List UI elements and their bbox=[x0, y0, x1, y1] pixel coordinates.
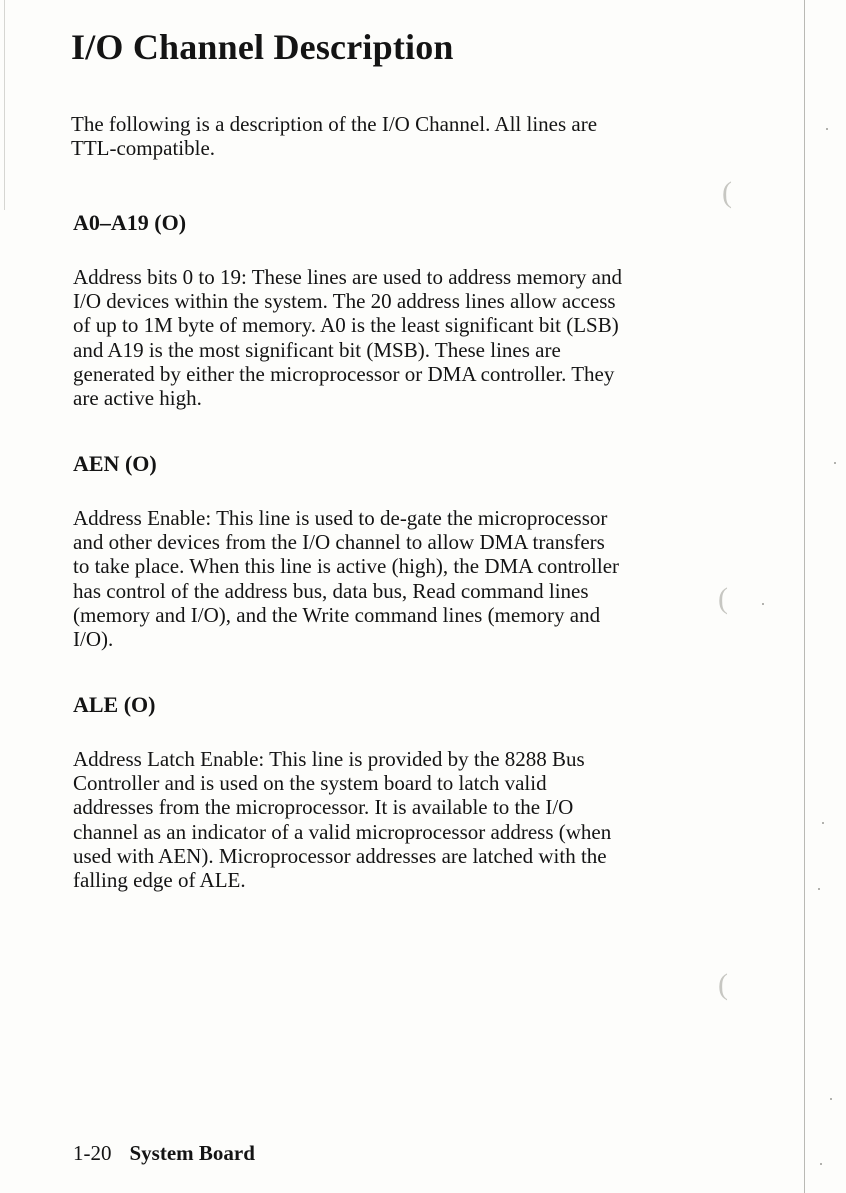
margin-speck bbox=[834, 462, 836, 464]
margin-speck bbox=[826, 128, 828, 130]
page-title: I/O Channel Description bbox=[71, 27, 454, 67]
margin-speck bbox=[818, 888, 820, 890]
binding-margin-line bbox=[804, 0, 805, 1193]
margin-speck bbox=[830, 1098, 832, 1100]
footer-section-name: System Board bbox=[129, 1141, 255, 1165]
intro-paragraph: The following is a description of the I/O Channel. All lines are TTL-compatible. bbox=[71, 112, 598, 161]
margin-speck bbox=[822, 822, 824, 824]
margin-bracket-mark: ( bbox=[718, 968, 728, 1001]
section-heading: A0–A19 (O) bbox=[73, 210, 187, 235]
page-number: 1-20 bbox=[73, 1141, 112, 1165]
page-footer bbox=[73, 1140, 255, 1166]
section-heading: AEN (O) bbox=[73, 451, 157, 476]
section-heading: ALE (O) bbox=[73, 692, 156, 717]
page-left-edge bbox=[4, 0, 5, 210]
signal-section-a0-a19 bbox=[73, 209, 773, 410]
section-body: Address Enable: This line is used to de-gate the microprocessor and other devices from the I/O channel to allow DMA transfers to take place. When this line is active (high), the DMA controller has control of the address bus, data bus, Read command lines (memory and I/O), and the Write command lines (memory and I/O). bbox=[73, 506, 620, 652]
signal-section-ale bbox=[73, 691, 773, 892]
margin-bracket-mark: ( bbox=[722, 176, 732, 209]
margin-speck bbox=[820, 1163, 822, 1165]
section-body: Address Latch Enable: This line is provided by the 8288 Bus Controller and is used on the system board to latch valid addresses from the microprocessor. It is available to the I/O channel as an indicator of a valid microprocessor address (when used with AEN). Microprocessor addresses are latched with the falling edge of ALE. bbox=[73, 747, 612, 893]
margin-bracket-mark: ( bbox=[718, 582, 728, 615]
signal-section-aen bbox=[73, 450, 773, 651]
section-body: Address bits 0 to 19: These lines are used to address memory and I/O devices within the system. The 20 address lines allow access of up to 1M byte of memory. A0 is the least significant bit (LSB) and A19 is the most significant bit (MSB). These lines are generated by either the microprocessor or DMA controller. They are active high. bbox=[73, 265, 623, 411]
